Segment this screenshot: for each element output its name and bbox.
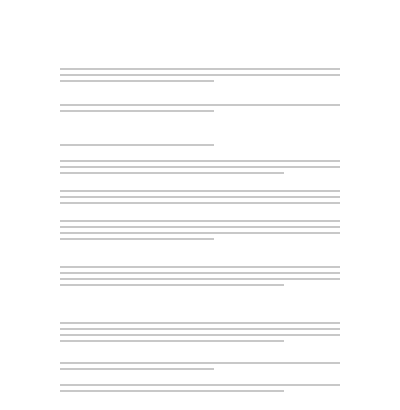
section-heading: [60, 303, 340, 313]
paragraph: [60, 100, 340, 120]
paragraph-lines: [60, 190, 340, 216]
paragraph: [60, 358, 340, 378]
paragraph: [60, 64, 340, 94]
paragraph-lines: [60, 160, 340, 186]
paragraph: [60, 186, 340, 216]
paragraph-lines: [60, 220, 340, 256]
paragraph-lines: [60, 68, 340, 94]
document-subtitle: [0, 31, 400, 41]
paragraph: [60, 262, 340, 302]
paragraph: [60, 156, 340, 186]
paragraph-lines: [60, 322, 340, 358]
section-heading: [60, 50, 340, 60]
paragraph: [60, 216, 340, 256]
paragraph: [60, 140, 340, 150]
paragraph-lines: [60, 362, 340, 378]
paragraph-lines: [60, 104, 340, 120]
section-heading: [60, 125, 340, 135]
paragraph: [60, 380, 340, 400]
paragraph: [60, 318, 340, 358]
paragraph-lines: [60, 384, 340, 400]
paragraph-lines: [60, 266, 340, 302]
document-title: [0, 16, 400, 28]
paragraph-lines: [60, 144, 340, 150]
